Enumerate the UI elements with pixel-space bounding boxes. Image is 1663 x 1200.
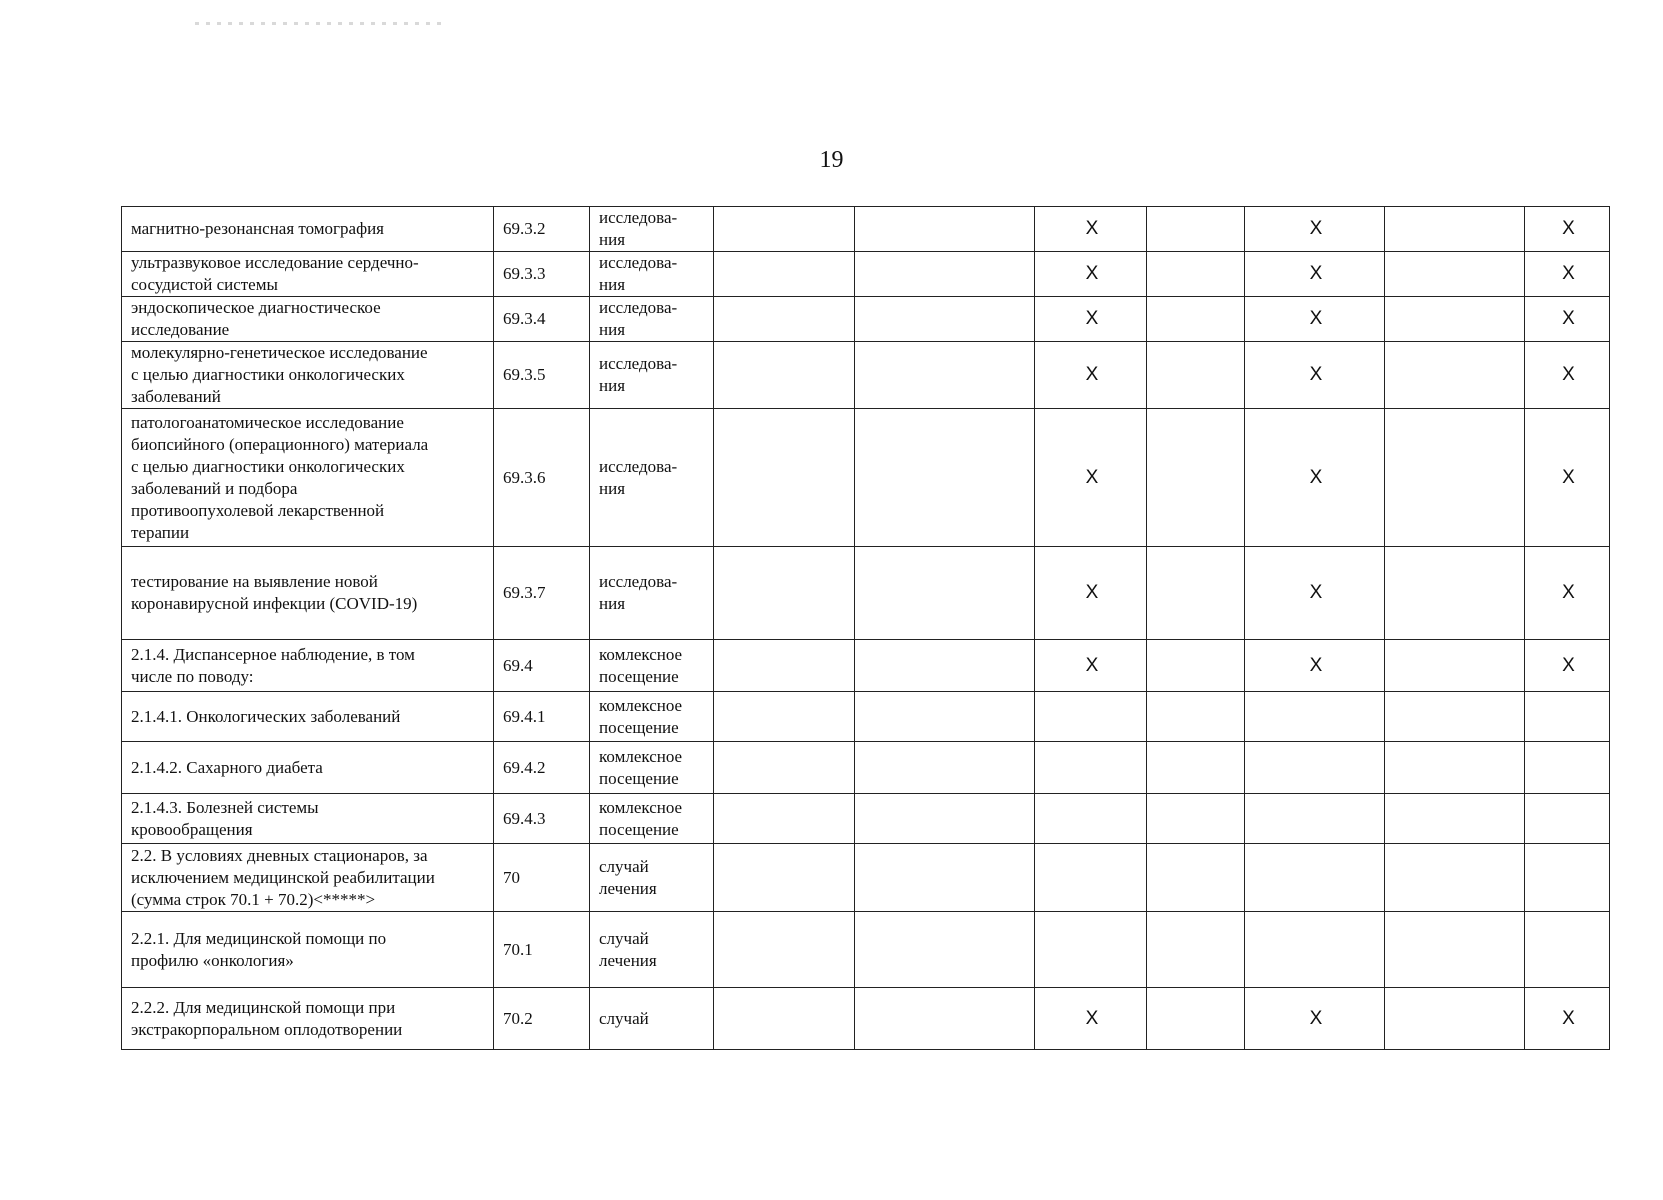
empty-cell bbox=[714, 692, 855, 742]
row-code-cell: 69.3.5 bbox=[494, 342, 590, 409]
cell-line: ния bbox=[599, 376, 626, 395]
table-row bbox=[122, 640, 1610, 692]
row-unit-cell bbox=[590, 297, 714, 342]
cell-line: случай bbox=[599, 856, 649, 876]
row-code-cell: 69.3.3 bbox=[494, 252, 590, 297]
empty-cell bbox=[1385, 342, 1525, 409]
table-body bbox=[122, 207, 1610, 1050]
empty-cell bbox=[714, 409, 855, 547]
x-mark-cell: X bbox=[1035, 640, 1147, 692]
empty-cell bbox=[855, 844, 1035, 912]
row-unit-cell bbox=[590, 252, 714, 297]
row-unit-cell bbox=[590, 794, 714, 844]
cell-line: сосудистой системы bbox=[131, 275, 278, 294]
cell-line: комлексное bbox=[599, 695, 683, 715]
cell-line: ния bbox=[599, 230, 626, 249]
row-unit-cell bbox=[590, 207, 714, 252]
empty-cell bbox=[855, 988, 1035, 1050]
empty-cell bbox=[1245, 794, 1385, 844]
empty-cell bbox=[1525, 912, 1610, 988]
row-name-cell bbox=[122, 692, 494, 742]
cell-line: лечения bbox=[599, 878, 657, 898]
cell-line: 2.2.2. Для медицинской помощи при bbox=[131, 997, 396, 1017]
empty-cell bbox=[855, 692, 1035, 742]
empty-cell bbox=[714, 207, 855, 252]
x-mark-cell: X bbox=[1525, 988, 1610, 1050]
empty-cell bbox=[714, 794, 855, 844]
cell-line: 2.1.4.1. Онкологических заболеваний bbox=[131, 706, 401, 726]
cell-line: коронавирусной инфекции (COVID-19) bbox=[131, 594, 418, 613]
cell-line: молекулярно-генетическое исследование bbox=[131, 343, 428, 362]
cell-line: 2.1.4. Диспансерное наблюдение, в том bbox=[131, 644, 415, 664]
cell-line: исследова- bbox=[599, 354, 678, 373]
row-code-cell: 69.3.6 bbox=[494, 409, 590, 547]
page-number: 19 bbox=[819, 147, 844, 173]
cell-line: патологоанатомическое исследование bbox=[131, 412, 404, 432]
row-unit-cell bbox=[590, 409, 714, 547]
x-mark-cell: X bbox=[1245, 342, 1385, 409]
x-mark-cell: X bbox=[1245, 547, 1385, 640]
empty-cell bbox=[714, 547, 855, 640]
cell-line: комлексное bbox=[599, 746, 683, 766]
x-mark-cell: X bbox=[1525, 207, 1610, 252]
cell-line: тестирование на выявление новой bbox=[131, 572, 378, 591]
x-mark-cell: X bbox=[1035, 207, 1147, 252]
x-mark-cell: X bbox=[1525, 342, 1610, 409]
empty-cell bbox=[1385, 692, 1525, 742]
table-row bbox=[122, 912, 1610, 988]
cell-line: посещение bbox=[599, 768, 679, 788]
x-mark-cell: X bbox=[1035, 988, 1147, 1050]
empty-cell bbox=[1385, 844, 1525, 912]
empty-cell bbox=[1245, 912, 1385, 988]
cell-line: терапии bbox=[131, 522, 190, 542]
cell-line: комлексное bbox=[599, 644, 683, 664]
empty-cell bbox=[714, 297, 855, 342]
row-name-cell bbox=[122, 342, 494, 409]
empty-cell bbox=[714, 252, 855, 297]
row-name-cell bbox=[122, 409, 494, 547]
empty-cell bbox=[1245, 844, 1385, 912]
row-code-cell: 69.4 bbox=[494, 640, 590, 692]
x-mark-cell: X bbox=[1525, 547, 1610, 640]
empty-cell bbox=[1147, 342, 1245, 409]
cell-line: 2.1.4.3. Болезней системы bbox=[131, 797, 319, 817]
empty-cell bbox=[1385, 742, 1525, 794]
row-name-cell bbox=[122, 252, 494, 297]
cell-line: исследова- bbox=[599, 253, 678, 272]
indicators-table bbox=[121, 206, 1610, 1050]
cell-line: магнитно-резонансная томография bbox=[131, 219, 384, 238]
empty-cell bbox=[1385, 794, 1525, 844]
table-row bbox=[122, 742, 1610, 794]
table-row bbox=[122, 207, 1610, 252]
empty-cell bbox=[1147, 794, 1245, 844]
empty-cell bbox=[1385, 297, 1525, 342]
empty-cell bbox=[1385, 640, 1525, 692]
cell-line: исследование bbox=[131, 320, 230, 339]
row-unit-cell bbox=[590, 844, 714, 912]
empty-cell bbox=[1035, 692, 1147, 742]
empty-cell bbox=[855, 794, 1035, 844]
cell-line: с целью диагностики онкологических bbox=[131, 456, 405, 476]
cell-line: посещение bbox=[599, 717, 679, 737]
empty-cell bbox=[1385, 252, 1525, 297]
row-unit-cell bbox=[590, 742, 714, 794]
table-row bbox=[122, 794, 1610, 844]
cell-line: случай bbox=[599, 928, 649, 948]
scan-artifact bbox=[195, 22, 445, 25]
table-row bbox=[122, 342, 1610, 409]
table-row bbox=[122, 297, 1610, 342]
table-row bbox=[122, 547, 1610, 640]
row-code-cell: 70.2 bbox=[494, 988, 590, 1050]
cell-line: с целью диагностики онкологических bbox=[131, 365, 405, 384]
table-row bbox=[122, 844, 1610, 912]
cell-line: 2.2. В условиях дневных стационаров, за bbox=[131, 845, 428, 865]
cell-line: посещение bbox=[599, 666, 679, 686]
cell-line: исследова- bbox=[599, 456, 678, 476]
x-mark-cell: X bbox=[1245, 297, 1385, 342]
empty-cell bbox=[1035, 844, 1147, 912]
cell-line: кровообращения bbox=[131, 819, 253, 839]
empty-cell bbox=[1385, 409, 1525, 547]
empty-cell bbox=[1385, 547, 1525, 640]
row-unit-cell bbox=[590, 547, 714, 640]
empty-cell bbox=[1147, 547, 1245, 640]
row-name-cell bbox=[122, 844, 494, 912]
row-code-cell: 70 bbox=[494, 844, 590, 912]
empty-cell bbox=[714, 844, 855, 912]
row-name-cell bbox=[122, 794, 494, 844]
empty-cell bbox=[714, 640, 855, 692]
x-mark-cell: X bbox=[1035, 342, 1147, 409]
cell-line: (сумма строк 70.1 + 70.2)<*****> bbox=[131, 889, 376, 909]
cell-line: исследова- bbox=[599, 572, 678, 591]
row-name-cell bbox=[122, 207, 494, 252]
empty-cell bbox=[1147, 742, 1245, 794]
empty-cell bbox=[714, 342, 855, 409]
cell-line: ния bbox=[599, 478, 626, 498]
cell-line: лечения bbox=[599, 950, 657, 970]
x-mark-cell: X bbox=[1525, 252, 1610, 297]
table-row bbox=[122, 988, 1610, 1050]
row-unit-cell bbox=[590, 988, 714, 1050]
cell-line: комлексное bbox=[599, 797, 683, 817]
empty-cell bbox=[1147, 297, 1245, 342]
row-name-cell bbox=[122, 988, 494, 1050]
empty-cell bbox=[1525, 742, 1610, 794]
cell-line: профилю «онкология» bbox=[131, 950, 294, 970]
cell-line: заболеваний bbox=[131, 387, 221, 406]
empty-cell bbox=[855, 342, 1035, 409]
row-unit-cell bbox=[590, 692, 714, 742]
row-unit-cell bbox=[590, 912, 714, 988]
x-mark-cell: X bbox=[1245, 640, 1385, 692]
empty-cell bbox=[1385, 207, 1525, 252]
cell-line: числе по поводу: bbox=[131, 666, 254, 686]
empty-cell bbox=[714, 912, 855, 988]
row-code-cell: 69.3.2 bbox=[494, 207, 590, 252]
empty-cell bbox=[714, 988, 855, 1050]
x-mark-cell: X bbox=[1035, 409, 1147, 547]
x-mark-cell: X bbox=[1245, 988, 1385, 1050]
cell-line: исследова- bbox=[599, 208, 678, 227]
cell-line: исключением медицинской реабилитации bbox=[131, 867, 435, 887]
empty-cell bbox=[1147, 409, 1245, 547]
x-mark-cell: X bbox=[1245, 409, 1385, 547]
x-mark-cell: X bbox=[1525, 640, 1610, 692]
row-code-cell: 69.4.3 bbox=[494, 794, 590, 844]
empty-cell bbox=[1147, 844, 1245, 912]
row-name-cell bbox=[122, 742, 494, 794]
empty-cell bbox=[855, 912, 1035, 988]
cell-line: исследова- bbox=[599, 298, 678, 317]
row-unit-cell bbox=[590, 342, 714, 409]
row-code-cell: 69.3.7 bbox=[494, 547, 590, 640]
cell-line: эндоскопическое диагностическое bbox=[131, 298, 381, 317]
x-mark-cell: X bbox=[1035, 547, 1147, 640]
empty-cell bbox=[855, 742, 1035, 794]
empty-cell bbox=[855, 409, 1035, 547]
row-code-cell: 69.4.2 bbox=[494, 742, 590, 794]
empty-cell bbox=[1245, 742, 1385, 794]
table-row bbox=[122, 692, 1610, 742]
cell-line: заболеваний и подбора bbox=[131, 478, 298, 498]
empty-cell bbox=[1147, 988, 1245, 1050]
empty-cell bbox=[1035, 794, 1147, 844]
cell-line: экстракорпоральном оплодотворении bbox=[131, 1019, 403, 1039]
x-mark-cell: X bbox=[1035, 297, 1147, 342]
x-mark-cell: X bbox=[1525, 297, 1610, 342]
x-mark-cell: X bbox=[1245, 207, 1385, 252]
x-mark-cell: X bbox=[1525, 409, 1610, 547]
row-name-cell bbox=[122, 912, 494, 988]
table-row bbox=[122, 252, 1610, 297]
empty-cell bbox=[855, 547, 1035, 640]
row-name-cell bbox=[122, 640, 494, 692]
empty-cell bbox=[855, 297, 1035, 342]
cell-line: ния bbox=[599, 320, 626, 339]
row-name-cell bbox=[122, 547, 494, 640]
cell-line: противоопухолевой лекарственной bbox=[131, 500, 385, 520]
cell-line: биопсийного (операционного) материала bbox=[131, 434, 429, 454]
row-code-cell: 69.3.4 bbox=[494, 297, 590, 342]
empty-cell bbox=[1525, 844, 1610, 912]
empty-cell bbox=[1525, 794, 1610, 844]
cell-line: ния bbox=[599, 594, 626, 613]
empty-cell bbox=[1385, 912, 1525, 988]
row-unit-cell bbox=[590, 640, 714, 692]
row-code-cell: 70.1 bbox=[494, 912, 590, 988]
empty-cell bbox=[1385, 988, 1525, 1050]
empty-cell bbox=[1147, 692, 1245, 742]
empty-cell bbox=[714, 742, 855, 794]
cell-line: 2.1.4.2. Сахарного диабета bbox=[131, 757, 323, 777]
empty-cell bbox=[1147, 912, 1245, 988]
empty-cell bbox=[1245, 692, 1385, 742]
cell-line: ультразвуковое исследование сердечно- bbox=[131, 253, 419, 272]
cell-line: ния bbox=[599, 275, 626, 294]
empty-cell bbox=[855, 640, 1035, 692]
table-row bbox=[122, 409, 1610, 547]
row-code-cell: 69.4.1 bbox=[494, 692, 590, 742]
empty-cell bbox=[1147, 640, 1245, 692]
x-mark-cell: X bbox=[1035, 252, 1147, 297]
empty-cell bbox=[855, 207, 1035, 252]
empty-cell bbox=[1147, 252, 1245, 297]
cell-line: 2.2.1. Для медицинской помощи по bbox=[131, 928, 387, 948]
empty-cell bbox=[1147, 207, 1245, 252]
empty-cell bbox=[1035, 742, 1147, 794]
cell-line: случай bbox=[599, 1008, 649, 1028]
empty-cell bbox=[1525, 692, 1610, 742]
x-mark-cell: X bbox=[1245, 252, 1385, 297]
empty-cell bbox=[1035, 912, 1147, 988]
empty-cell bbox=[855, 252, 1035, 297]
row-name-cell bbox=[122, 297, 494, 342]
cell-line: посещение bbox=[599, 819, 679, 839]
